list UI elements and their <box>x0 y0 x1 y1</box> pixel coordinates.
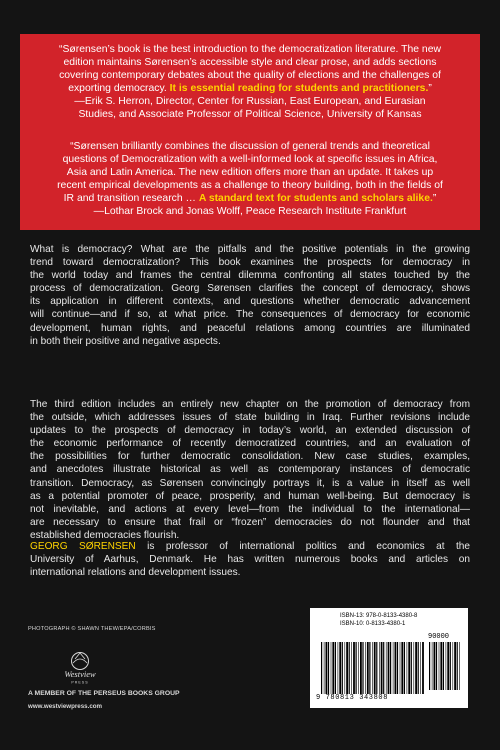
barcode-bar <box>459 642 460 690</box>
description-line: the outside, which addresses issues of state building in Iraq. Further revisions include <box>30 412 470 424</box>
barcode-bar <box>440 642 442 690</box>
logo-subtext: PRESS <box>71 680 89 685</box>
endorsements-box <box>20 34 480 230</box>
barcode-bar <box>390 642 391 694</box>
barcode-bar <box>324 642 325 694</box>
barcode-bar <box>457 642 458 690</box>
quote-line-last <box>28 192 472 205</box>
quote-line: recent empirical developments as a challenge to theory building, both in the fields of <box>57 180 443 191</box>
perseus-member-line: A MEMBER OF THE PERSEUS BOOKS GROUP <box>28 690 180 697</box>
description-line: in both their positive and negative aspects. <box>30 335 221 347</box>
barcode-bar <box>450 642 451 690</box>
quote-attribution: —Erik S. Herron, Director, Center for Russian, East European, and Eurasian <box>74 96 426 107</box>
endorsement-2 <box>20 140 480 218</box>
barcode-bar <box>446 642 447 690</box>
author-bio-line: international relations and development issues. <box>30 567 241 579</box>
barcode-bar <box>436 642 437 690</box>
barcode-bar <box>338 642 339 694</box>
description-line: development, human rights, and peaceful relations among countries are illuminated <box>30 322 470 334</box>
barcode-bar <box>349 642 350 694</box>
endorsement-1 <box>20 43 480 121</box>
logo-wordmark: Westview <box>64 669 96 679</box>
description-line: will continue—and if so, at what price. The consequences of democracy for economic <box>30 309 470 321</box>
publisher-website: www.westviewpress.com <box>28 703 103 710</box>
barcode-bar <box>356 642 357 694</box>
quote-text: exporting democracy. <box>68 83 170 94</box>
quote-attribution: Studies, and Associate Professor of Political Science, University of Kansas <box>78 109 422 120</box>
barcode-bar <box>358 642 359 694</box>
barcode-bar <box>415 642 417 694</box>
description-line: What is democracy? What are the pitfalls and the positive potentials in the growing <box>30 244 470 255</box>
barcode-bar <box>339 642 341 694</box>
isbn-13: ISBN-13: 978-0-8133-4380-8 <box>340 613 418 619</box>
barcode-bar <box>346 642 348 694</box>
barcode-bar <box>369 642 370 694</box>
barcode-bar <box>453 642 454 690</box>
quote-line: edition maintains Sørensen’s accessible style and clear prose, and adds sections <box>63 57 437 68</box>
barcode-bar <box>351 642 352 694</box>
quote-line: covering contemporary debates about the quality of elections and the challenges of <box>59 70 441 81</box>
barcode-bar <box>374 642 376 694</box>
barcode-bar <box>345 642 346 694</box>
barcode-bar <box>326 642 328 694</box>
quote-line: “Sørensen’s book is the best introduction to the democratization literature. The new <box>59 44 441 55</box>
barcode-bar <box>395 642 397 694</box>
barcode-bar <box>376 642 377 694</box>
barcode-bar <box>404 642 405 694</box>
barcode-bar <box>383 642 384 694</box>
barcode-bar <box>432 642 433 690</box>
barcode-bar <box>381 642 383 694</box>
barcode-bar <box>388 642 390 694</box>
barcode-bar <box>365 642 366 694</box>
description-line: established democracies flourish. <box>30 529 180 541</box>
author-bio <box>30 540 470 579</box>
description-line: not inevitable, and actions at every level—from the individual to the international— <box>30 503 470 515</box>
barcode-digits: 9 780813 343808 <box>316 694 389 702</box>
quote-line-last <box>28 82 472 95</box>
description-line: trend toward democratization? This book examines the prospects for democracy in <box>30 257 470 269</box>
quote-highlight: It is essential reading for students and practitioners. <box>169 83 429 94</box>
barcode-bar <box>401 642 403 694</box>
barcode-bar <box>335 642 336 694</box>
barcode-bar <box>332 642 334 694</box>
barcode-bars <box>320 642 424 694</box>
quote-text: IR and transition research … <box>63 193 199 204</box>
isbn-barcode <box>310 608 468 708</box>
barcode-bar <box>414 642 415 694</box>
barcode-bar <box>443 642 444 690</box>
barcode-bar <box>408 642 410 694</box>
description-paragraph-2 <box>30 398 470 542</box>
author-bio-text: is professor of international politics and economics at the <box>135 541 470 552</box>
barcode-bar <box>362 642 363 694</box>
description-line: its application in different contexts, and questions whether democratic advancement <box>30 296 470 308</box>
barcode-bar <box>353 642 355 694</box>
barcode-bar <box>447 642 449 690</box>
barcode-bar <box>434 642 436 690</box>
description-line: as a potential promoter of peace, prosperity, and human well-being. But democracy is <box>30 490 470 502</box>
author-name: GEORG SØRENSEN <box>30 541 136 552</box>
barcode-bar <box>420 642 421 694</box>
westview-press-logo <box>54 648 106 686</box>
barcode-bar <box>397 642 398 694</box>
description-line: transition. Democracy, as Sørensen convincingly portrays it, is a value in itself as well <box>30 477 470 489</box>
description-line: process of democratization. Georg Sørensen clarifies the concept of democracy, shows <box>30 283 470 295</box>
barcode-bar <box>393 642 394 694</box>
barcode-bar <box>418 642 419 694</box>
barcode-bar <box>407 642 408 694</box>
barcode-bar <box>422 642 424 694</box>
quote-line: Asia and Latin America. The new edition offers more than an update. It takes up <box>66 167 434 178</box>
photo-credit: PHOTOGRAPH © SHAWN THEW/EPA/CORBIS <box>28 626 156 632</box>
description-line: The third edition includes an entirely new chapter on the promotion of democracy from <box>30 399 470 410</box>
description-line: updates to the prospects of democracy in today’s world, an extended discussion of <box>30 425 470 437</box>
barcode-bar <box>411 642 412 694</box>
author-bio-line <box>30 540 470 553</box>
barcode-bar <box>360 642 362 694</box>
description-line: are necessary to ensure that frail or “frozen” democracies do not flounder and that <box>30 516 470 528</box>
isbn-10: ISBN-10: 0-8133-4380-1 <box>340 621 406 627</box>
barcode-bar <box>342 642 343 694</box>
barcode-bar <box>331 642 332 694</box>
barcode-bar <box>372 642 373 694</box>
barcode-bar <box>321 642 322 694</box>
barcode-bar <box>439 642 440 690</box>
quote-attribution: —Lothar Brock and Jonas Wolff, Peace Research Institute Frankfurt <box>93 206 407 217</box>
barcode-bar <box>328 642 329 694</box>
barcode-addon-bars <box>428 642 462 690</box>
description-line: the world today and frames the central dilemma confronting all states touched by the <box>30 270 470 282</box>
description-line: the possibilities for further democratic consolidation. New case studies, examples, <box>30 451 470 463</box>
description-paragraph-1 <box>30 243 470 348</box>
barcode-bar <box>386 642 387 694</box>
quote-close: ” <box>432 193 437 204</box>
quote-highlight: A standard text for students and scholars alike. <box>198 193 433 204</box>
barcode-bar <box>367 642 369 694</box>
quote-close: ” <box>428 83 432 94</box>
barcode-bar <box>454 642 456 690</box>
author-bio-line: University of Aarhus, Denmark. He has written numerous books and articles on <box>30 554 470 566</box>
barcode-bar <box>400 642 401 694</box>
barcode-bar <box>379 642 380 694</box>
description-line: and anecdotes illustrate historical as well as contemporary instances of democratic <box>30 464 470 476</box>
quote-line: questions of Democratization with a well-informed look at specific issues in Africa, <box>62 154 438 165</box>
description-line: the economic performance of recently democratized countries, and an evaluation of <box>30 438 470 450</box>
price-code: 90000 <box>428 633 450 641</box>
quote-line: “Sørensen brilliantly combines the discussion of general trends and theoretical <box>70 141 430 152</box>
barcode-bar <box>429 642 430 690</box>
